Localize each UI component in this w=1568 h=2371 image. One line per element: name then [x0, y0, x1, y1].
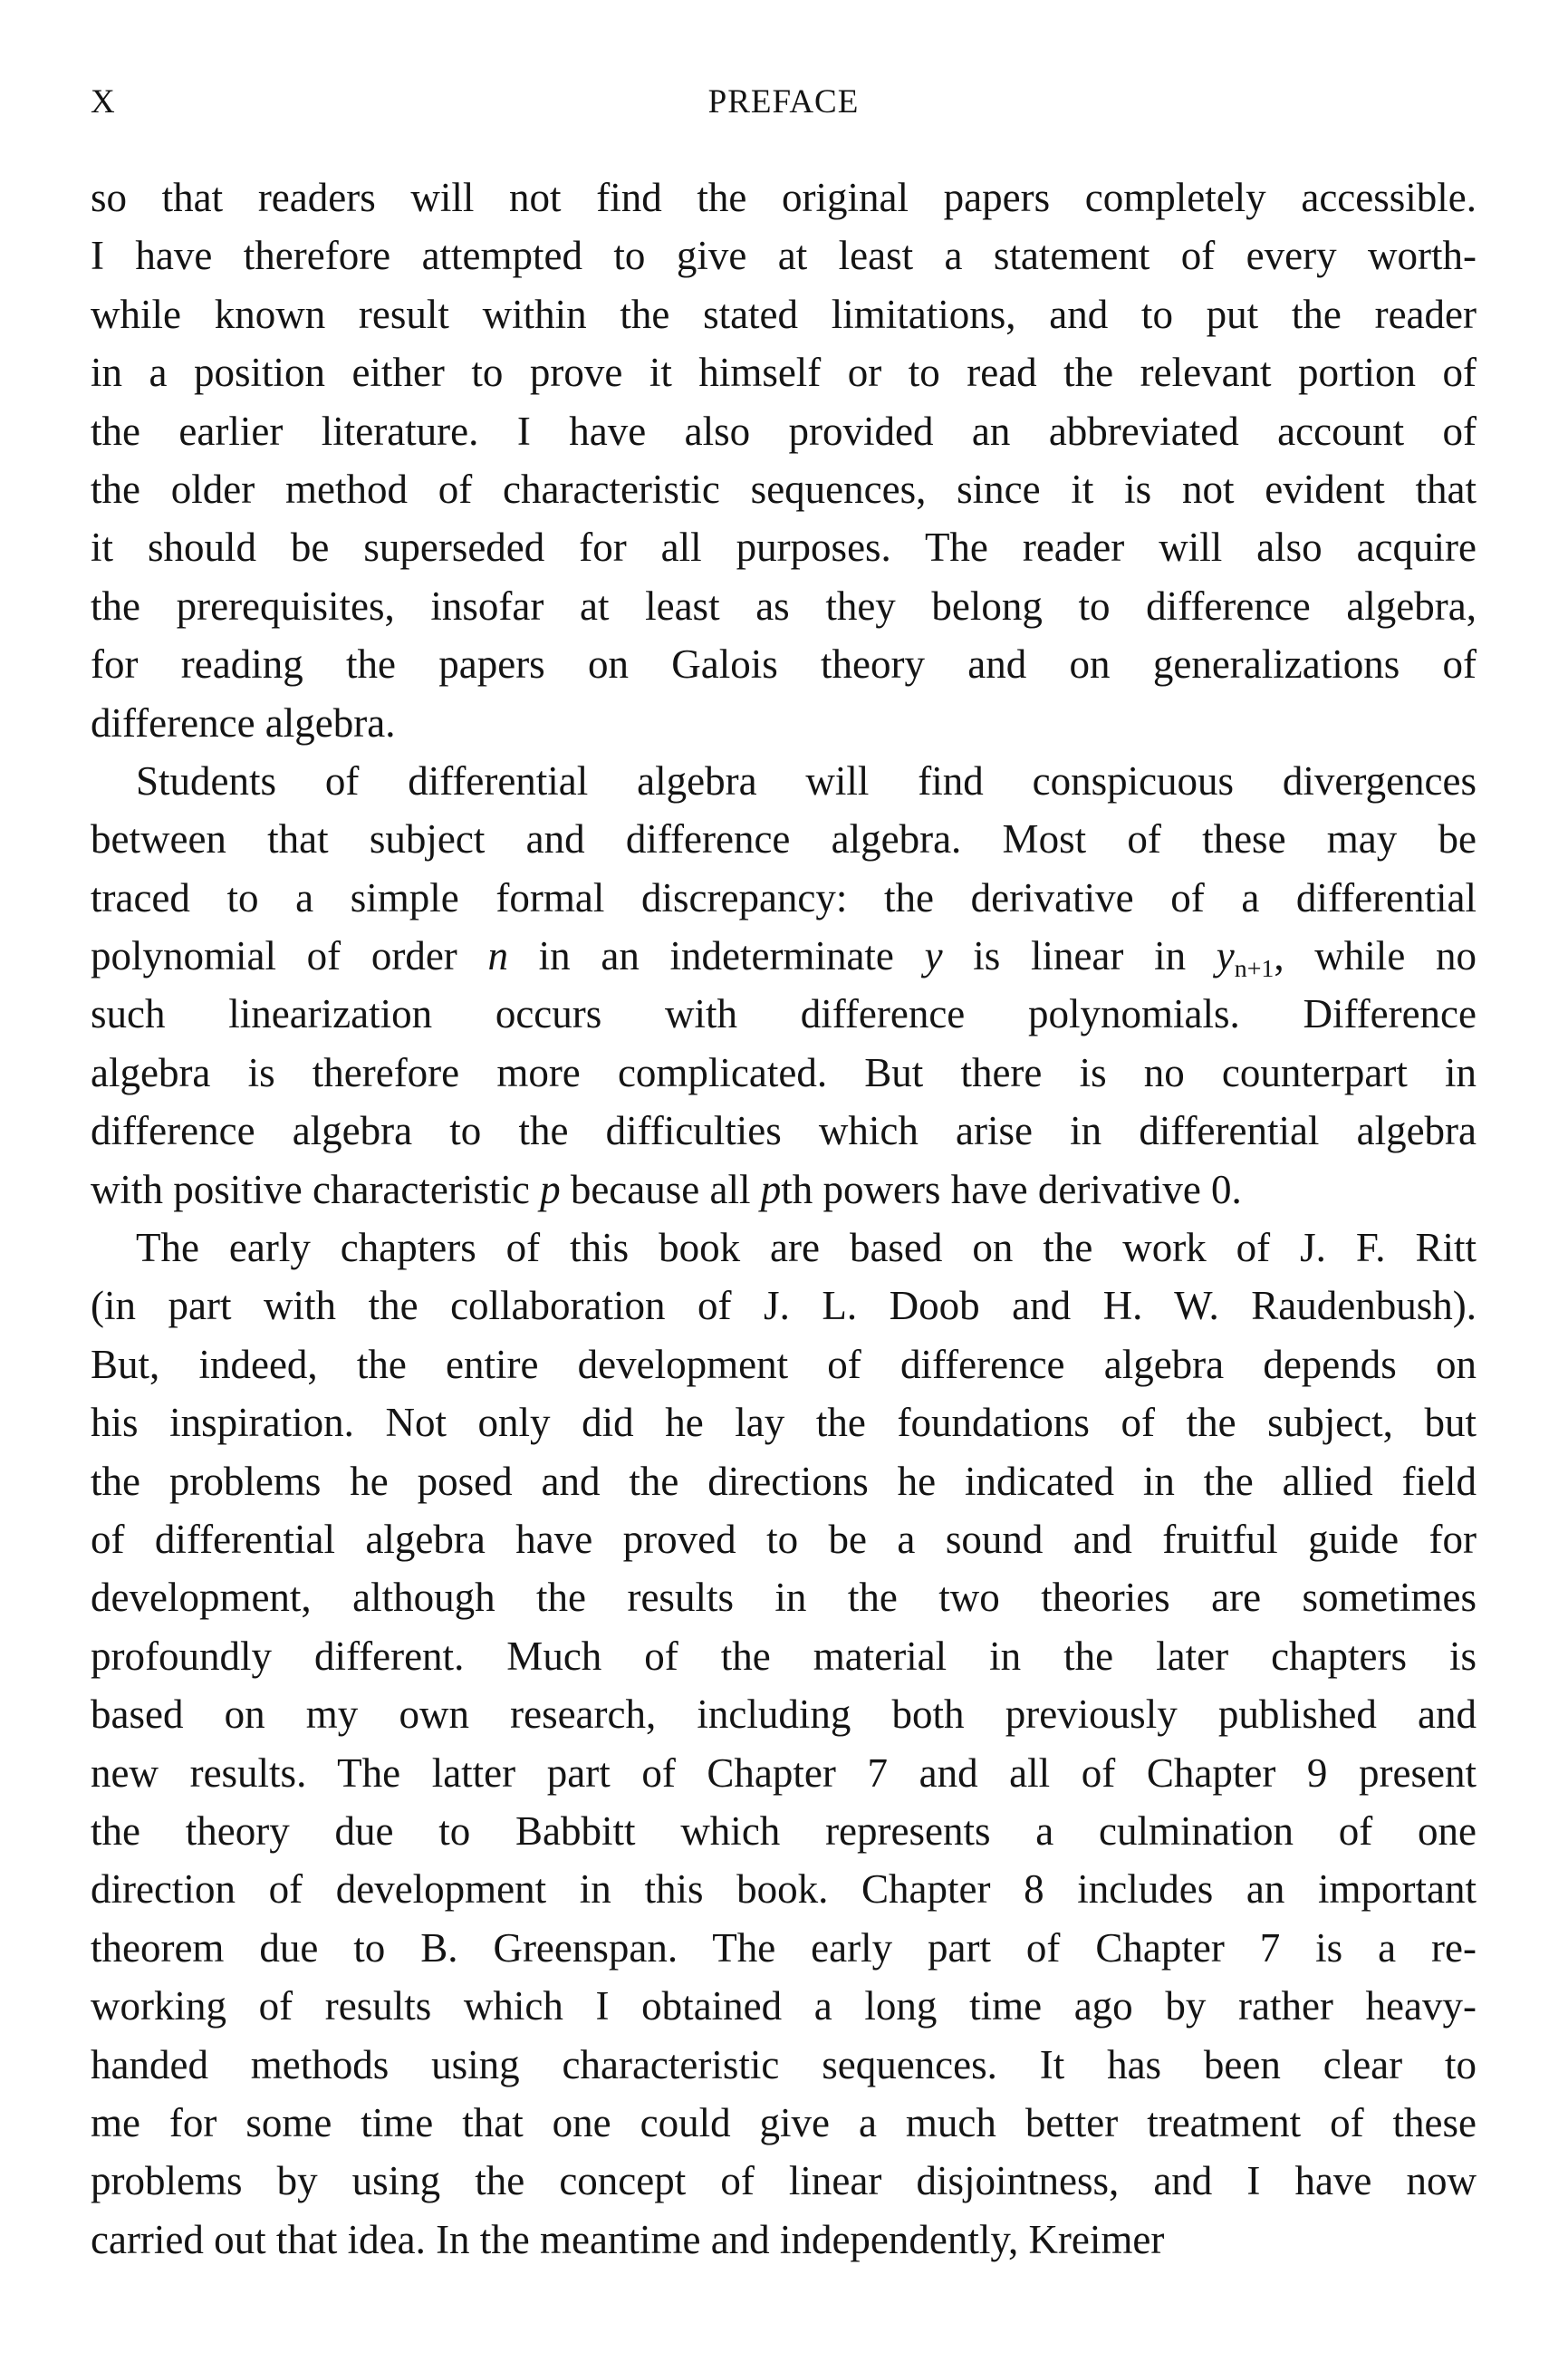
math-symbol: y — [924, 933, 943, 979]
text-run: based on my own research, including both previously published and — [91, 1692, 1477, 1738]
text-line — [91, 1977, 1477, 2035]
text-run: so that readers will not find the original papers completely accessible. — [91, 175, 1477, 220]
text-run: of differential algebra have proved to be a sound and fruitful guide for — [91, 1516, 1477, 1562]
text-line — [91, 1277, 1477, 1335]
math-symbol: y — [1216, 933, 1235, 979]
running-title: PREFACE — [707, 83, 860, 120]
text-run: for reading the papers on Galois theory and on generalizations of — [91, 641, 1477, 688]
paragraph — [91, 752, 1477, 1219]
text-run: while known result within the stated limitations, and to put the reader — [91, 291, 1477, 337]
text-line — [91, 1335, 1477, 1393]
text-run: such linearization occurs with difference polynomials. Difference — [91, 991, 1477, 1037]
text-run: Students of differential algebra will find conspicuous divergences — [136, 757, 1477, 804]
running-head — [91, 80, 1477, 125]
text-run: the prerequisites, insofar at least as they belong to difference algebra, — [91, 583, 1477, 629]
text-run: his inspiration. Not only did he lay the foundations of the subject, but — [91, 1400, 1477, 1446]
text-line — [91, 1102, 1477, 1160]
text-line — [91, 577, 1477, 635]
text-run: between that subject and difference algebra. Most of these may be — [91, 816, 1477, 863]
text-line — [91, 1627, 1477, 1685]
text-run: with positive characteristic — [91, 1166, 541, 1212]
paragraph — [91, 169, 1477, 752]
text-line — [91, 343, 1477, 401]
text-line — [91, 1685, 1477, 1743]
text-run: th powers have derivative 0. — [781, 1166, 1242, 1212]
text-line — [91, 694, 1477, 752]
text-line — [91, 169, 1477, 226]
text-line — [91, 1744, 1477, 1802]
text-run: handed methods using characteristic sequences. It has been clear to — [91, 2041, 1477, 2087]
text-line — [91, 1802, 1477, 1860]
text-run: the problems he posed and the directions he indicated in the allied field — [91, 1458, 1477, 1504]
text-run: me for some time that one could give a much better treatment of these — [91, 2099, 1477, 2145]
page-number: X — [91, 83, 115, 120]
text-run: But, indeed, the entire development of difference algebra depends on — [91, 1341, 1477, 1387]
text-run: difference algebra to the difficulties which arise in differential algebra — [91, 1108, 1477, 1154]
text-line — [91, 635, 1477, 693]
text-run: algebra is therefore more complicated. But there is no counterpart in — [91, 1049, 1477, 1095]
paragraph — [91, 1219, 1477, 2269]
text-line — [91, 869, 1477, 927]
text-run: development, although the results in the two theories are sometimes — [91, 1575, 1477, 1621]
text-run: profoundly different. Much of the material in the later chapters is — [91, 1633, 1477, 1679]
text-run: carried out that idea. In the meantime and independently, Kreimer — [91, 2216, 1165, 2262]
text-line — [91, 2152, 1477, 2210]
text-line — [91, 1568, 1477, 1626]
text-run: new results. The latter part of Chapter 7 and all of Chapter 9 present — [91, 1749, 1477, 1796]
text-run: the theory due to Babbitt which represents a culmination of one — [91, 1807, 1477, 1854]
text-line — [91, 2211, 1477, 2269]
text-line — [91, 985, 1477, 1043]
text-line — [91, 1161, 1477, 1219]
text-run: is linear in — [942, 933, 1217, 979]
text-line — [91, 226, 1477, 284]
text-run: the older method of characteristic sequences, since it is not evident that — [91, 466, 1477, 512]
text-line — [91, 1044, 1477, 1102]
math-symbol: n — [487, 933, 508, 979]
text-run: in an indeterminate — [507, 933, 925, 979]
math-symbol: p — [540, 1166, 561, 1212]
body-text — [91, 169, 1477, 2269]
text-run: (in part with the collaboration of J. L. Doob and H. W. Raudenbush). — [91, 1283, 1477, 1329]
text-run: it should be superseded for all purposes. The reader will also acquire — [91, 525, 1477, 571]
text-run: I have therefore attempted to give at least a statement of every worth- — [91, 233, 1477, 279]
text-run: theorem due to B. Greenspan. The early part of Chapter 7 is a re- — [91, 1924, 1477, 1971]
text-run: , while no — [1274, 933, 1477, 979]
text-run: The early chapters of this book are based on the work of J. F. Ritt — [136, 1225, 1477, 1271]
text-run: polynomial of order — [91, 933, 488, 979]
text-line — [91, 752, 1477, 810]
text-run: the earlier literature. I have also provided an abbreviated account of — [91, 408, 1477, 454]
text-line — [91, 927, 1477, 985]
text-line — [91, 2094, 1477, 2152]
text-line — [91, 1219, 1477, 1277]
text-line — [91, 1510, 1477, 1568]
text-run: problems by using the concept of linear disjointness, and I have now — [91, 2158, 1477, 2204]
text-run: difference algebra. — [91, 699, 396, 746]
text-run: direction of development in this book. Chapter 8 includes an important — [91, 1866, 1477, 1913]
text-line — [91, 1393, 1477, 1451]
math-symbol: p — [760, 1166, 782, 1212]
text-run: in a position either to prove it himself or to read the relevant portion of — [91, 350, 1477, 396]
text-line — [91, 518, 1477, 576]
text-line — [91, 1860, 1477, 1918]
text-line — [91, 285, 1477, 343]
text-run: traced to a simple formal discrepancy: the derivative of a differential — [91, 874, 1477, 920]
text-run: working of results which I obtained a long time ago by rather heavy- — [91, 1983, 1477, 2029]
text-line — [91, 2036, 1477, 2094]
text-line — [91, 1452, 1477, 1510]
math-subscript: n+1 — [1234, 954, 1275, 983]
text-line — [91, 460, 1477, 518]
text-run: because all — [560, 1166, 761, 1212]
text-line — [91, 402, 1477, 460]
text-line — [91, 1919, 1477, 1977]
text-line — [91, 810, 1477, 868]
